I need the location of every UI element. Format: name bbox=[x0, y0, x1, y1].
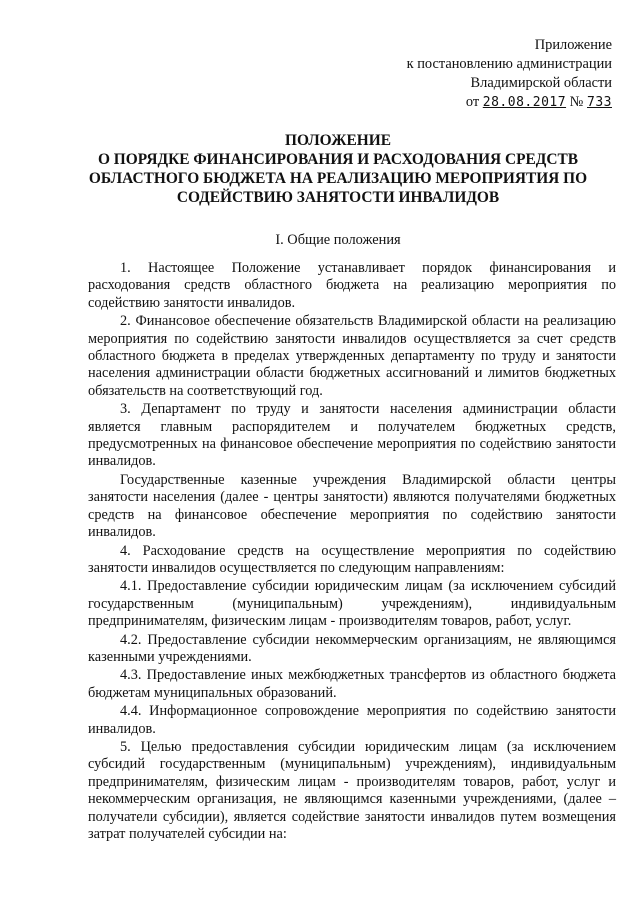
paragraph-3: 3. Департамент по труду и занятости населения администрации области является главным распорядителем и получателем бюджетных средств, предусмотренных на финансовое обеспечение мероприятия по содействию занятости инвалидов. bbox=[88, 401, 616, 470]
title-line-3: ОБЛАСТНОГО БЮДЖЕТА НА РЕАЛИЗАЦИЮ МЕРОПРИЯТИЯ ПО bbox=[88, 170, 588, 187]
title-line-4: СОДЕЙСТВИЮ ЗАНЯТОСТИ ИНВАЛИДОВ bbox=[176, 189, 500, 206]
paragraph-4-3: 4.3. Предоставление иных межбюджетных трансфертов из областного бюджета бюджетам муниципальных образований. bbox=[88, 667, 616, 701]
paragraph-4-4: 4.4. Информационное сопровождение мероприятия по содействию занятости инвалидов. bbox=[88, 703, 616, 737]
title-line-1: ПОЛОЖЕНИЕ bbox=[285, 132, 391, 149]
appendix-decree: к постановлению администрации bbox=[406, 56, 612, 72]
appendix-dateline bbox=[407, 93, 612, 112]
section-heading: I. Общие положения bbox=[275, 232, 401, 248]
title-line-2: О ПОРЯДКЕ ФИНАНСИРОВАНИЯ И РАСХОДОВАНИЯ СРЕДСТВ bbox=[97, 151, 579, 168]
paragraph-1: 1. Настоящее Положение устанавливает порядок финансирования и расходования средств областного бюджета на реализацию мероприятия по содействию занятости инвалидов. bbox=[88, 260, 616, 311]
appendix-header bbox=[407, 36, 612, 112]
paragraph-4-1: 4.1. Предоставление субсидии юридическим лицам (за исключением субсидий государственным (муниципальным) учреждениям), индивидуальным предпринимателям, физическим лицам - производителям товаров, работ, услуг. bbox=[88, 578, 616, 630]
appendix-label: Приложение bbox=[534, 37, 612, 53]
paragraph-3-continued: Государственные казенные учреждения Владимирской области центры занятости населения (далее - центры занятости) являются получателями бюджетных средств на финансовое обеспечение мероприятия по содействию занятости инвалидов. bbox=[88, 471, 616, 541]
paragraph-4-2: 4.2. Предоставление субсидии некоммерческим организациям, не являющимся казенными учреждениями. bbox=[88, 631, 616, 665]
date-prefix: от bbox=[465, 94, 480, 110]
paragraph-2: 2. Финансовое обеспечение обязательств Владимирской области на реализацию мероприятия по содействию занятости инвалидов осуществляется за счет средств областного бюджета в пределах утвержденных департаменту по труду и занятости населения администрации области бюджетных ассигнований и лимитов бюджетных обязательств на соответствующий год. bbox=[88, 313, 616, 399]
decree-date: 28.08.2017 bbox=[482, 95, 567, 110]
document-body bbox=[88, 260, 616, 843]
decree-number: 733 bbox=[587, 95, 612, 110]
appendix-region: Владимирской области bbox=[470, 75, 612, 91]
paragraph-5: 5. Целью предоставления субсидии юридическим лицам (за исключением субсидий государственным (муниципальным) учреждениям), индивидуальным предпринимателям, физическим лицам - производителям товаров, работ, услуг и некоммерческим организация, не являющимся казенными учреждениями, (далее – получатели субсидии), является содействие занятости инвалидов путем возмещения затрат получателей субсидии на: bbox=[88, 738, 616, 842]
document-title bbox=[60, 131, 616, 207]
paragraph-4: 4. Расходование средств на осуществление мероприятия по содействию занятости инвалидов осуществляется по следующим направлениям: bbox=[88, 542, 616, 576]
number-prefix: № bbox=[569, 94, 584, 110]
